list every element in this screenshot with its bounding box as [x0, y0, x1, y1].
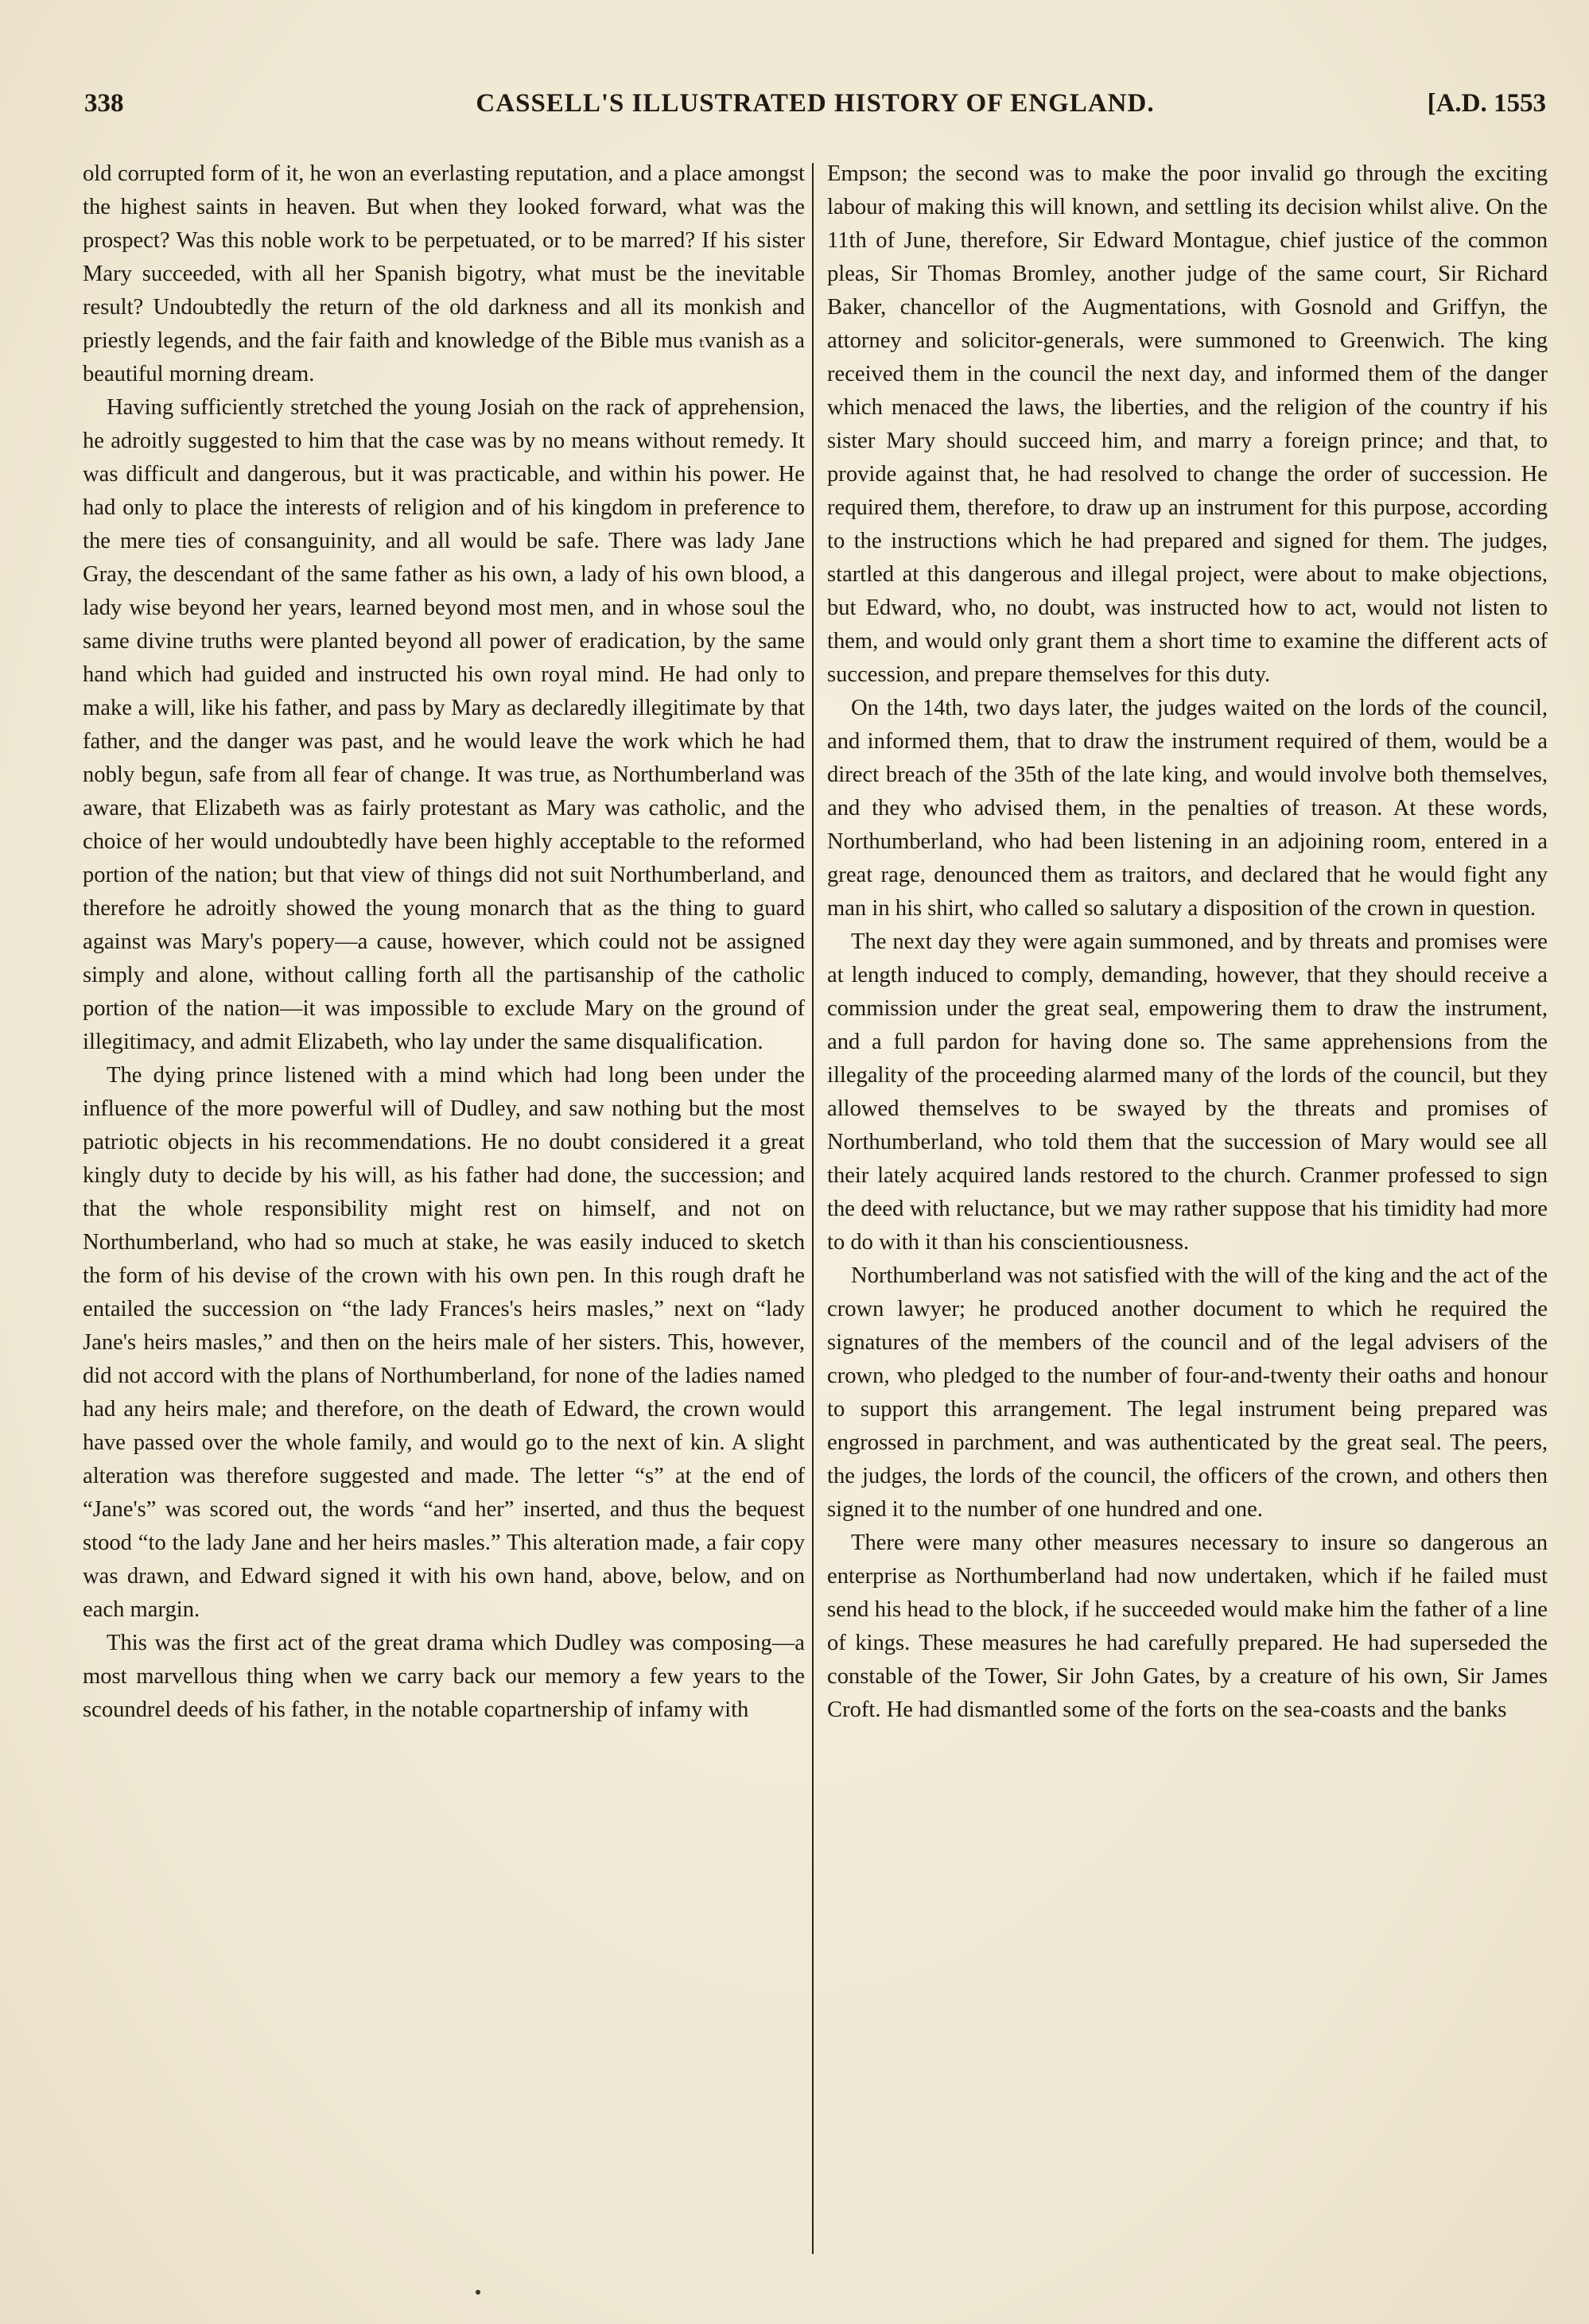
ink-speck [476, 2290, 480, 2295]
paragraph: On the 14th, two days later, the judges waited on the lords of the council, and informed them, that to draw the instrument required of them, would be a direct breach of the 35th of the late king, and would involve both themselves, and they who advised them, in the penalties of treason. At these words, Northumberland, who had been listening in an adjoining room, entered in a great rage, denounced them as traitors, and declared that he would fight any man in his shirt, who called so salutary a disposition of the crown in question. [827, 696, 1548, 921]
paragraph: Empson; the second was to make the poor invalid go through the exciting labour of making this will known, and settling its decision whilst alive. On the 11th of June, therefore, Sir Edward Montague, chief justice of the common pleas, Sir Thomas Bromley, another judge of the same court, Sir Richard Baker, chancellor of the Augmentations, with Gosnold and Griffyn, the attorney and solicitor-generals, were summoned to Greenwich. The king received them in the council the next day, and informed them of the danger which menaced the laws, the liberties, and the religion of the country if his sister Mary should succeed him, and marry a foreign prince; and that, to provide against that, he had resolved to change the order of succession. He required them, therefore, to draw up an instrument for this purpose, according to the instructions which he had prepared and signed for them. The judges, startled at this dangerous and illegal project, were about to make objections, but Edward, who, no doubt, was instructed how to act, would not listen to them, and would only grant them a short time to examine the different acts of succession, and prepare themselves for this duty. [827, 161, 1548, 687]
date-marker: [A.D. 1553 [1427, 89, 1546, 118]
running-header [84, 89, 1546, 137]
column-divider [812, 163, 814, 2254]
paragraph: There were many other measures necessary to insure so dangerous an enterprise as Northumberland had now undertaken, which if he failed must send his head to the block, if he succeeded would make him the father of a line of kings. These measures he had carefully prepared. He had superseded the constable of the Tower, Sir John Gates, by a creature of his own, Sir James Croft. He had dismantled some of the forts on the sea-coasts and the banks [827, 1531, 1548, 1722]
paragraph: This was the first act of the great drama which Dudley was composing—a most marvellous thing when we carry back our memory a few years to the scoundrel deeds of his father, in the notable copartnership of infamy with [83, 1631, 805, 1722]
page-number: 338 [84, 89, 124, 118]
book-title: CASSELL'S ILLUSTRATED HISTORY OF ENGLAND. [476, 89, 1155, 118]
paragraph: The next day they were again summoned, and by threats and promises were at length induced to comply, demanding, however, that they should receive a commission under the great seal, empowering them to draw the instrument, and a full pardon for having done so. The same apprehensions from the illegality of the proceeding alarmed many of the lords of the council, but they allowed themselves to be swayed by the threats and promises of Northumberland, who told them that the succession of Mary would see all their lately acquired lands restored to the church. Cranmer professed to sign the deed with reluctance, but we may rather suppose that his timidity had more to do with it than his conscientiousness. [827, 929, 1548, 1255]
paragraph: The dying prince listened with a mind which had long been under the influence of the more powerful will of Dudley, and saw nothing but the most patriotic objects in his recommendations. He no doubt considered it a great kingly duty to decide by his will, as his father had done, the succession; and that the whole responsibility might rest on himself, and not on Northumberland, who had so much at stake, he was easily induced to sketch the form of his devise of the crown with his own pen. In this rough draft he entailed the succession on “the lady Frances's heirs masles,” next on “lady Jane's heirs masles,” and then on the heirs male of her sisters. This, however, did not accord with the plans of Northumberland, for none of the ladies named had any heirs male; and therefore, on the death of Edward, the crown would have passed over the whole family, and would go to the next of kin. A slight alteration was therefore suggested and made. The letter “s” at the end of “Jane's” was scored out, the words “and her” inserted, and thus the bequest stood “to the lady Jane and her heirs masles.” This alteration made, a fair copy was drawn, and Edward signed it with his own hand, above, below, and on each margin. [83, 1063, 805, 1622]
paragraph: old corrupted form of it, he won an everlasting reputation, and a place amongst the highest saints in heaven. But when they looked forward, what was the prospect? Was this noble work to be perpetuated, or to be marred? If his sister Mary succeeded, with all her Spanish bigotry, what must be the inevitable result? Undoubtedly the return of the old darkness and all its monkish and priestly legends, and the fair faith and knowledge of the Bible mus ₜvanish as a beautiful morning dream. [83, 161, 805, 386]
paragraph: Having sufficiently stretched the young Josiah on the rack of apprehension, he adroitly suggested to him that the case was by no means without remedy. It was difficult and dangerous, but it was practicable, and within his power. He had only to place the interests of religion and of his kingdom in preference to the mere ties of consanguinity, and all would be safe. There was lady Jane Gray, the descendant of the same father as his own, a lady of his own blood, a lady wise beyond her years, learned beyond most men, and in whose soul the same divine truths were planted beyond all power of eradication, by the same hand which had guided and instructed his own royal mind. He had only to make a will, like his father, and pass by Mary as declaredly illegitimate by that father, and the danger was past, and he would leave the work which he had nobly begun, safe from all fear of change. It was true, as Northumberland was aware, that Elizabeth was as fairly protestant as Mary was catholic, and the choice of her would undoubtedly have been highly acceptable to the reformed portion of the nation; but that view of things did not suit Northumberland, and therefore he adroitly showed the young monarch that as the thing to guard against was Mary's popery—a cause, however, which could not be assigned simply and alone, without calling forth all the partisanship of the catholic portion of the nation—it was impossible to exclude Mary on the ground of illegitimacy, and admit Elizabeth, who lay under the same disqualification. [83, 395, 805, 1054]
left-column [83, 157, 805, 2272]
paragraph: Northumberland was not satisfied with the will of the king and the act of the crown lawyer; he produced another document to which he required the signatures of the members of the council and of the legal advisers of the crown, who pledged to the number of four-and-twenty their oaths and honour to support this arrangement. The legal instrument being prepared was engrossed in parchment, and was authenticated by the great seal. The peers, the judges, the lords of the council, the officers of the crown, and others then signed it to the number of one hundred and one. [827, 1263, 1548, 1522]
right-column [827, 157, 1548, 2272]
